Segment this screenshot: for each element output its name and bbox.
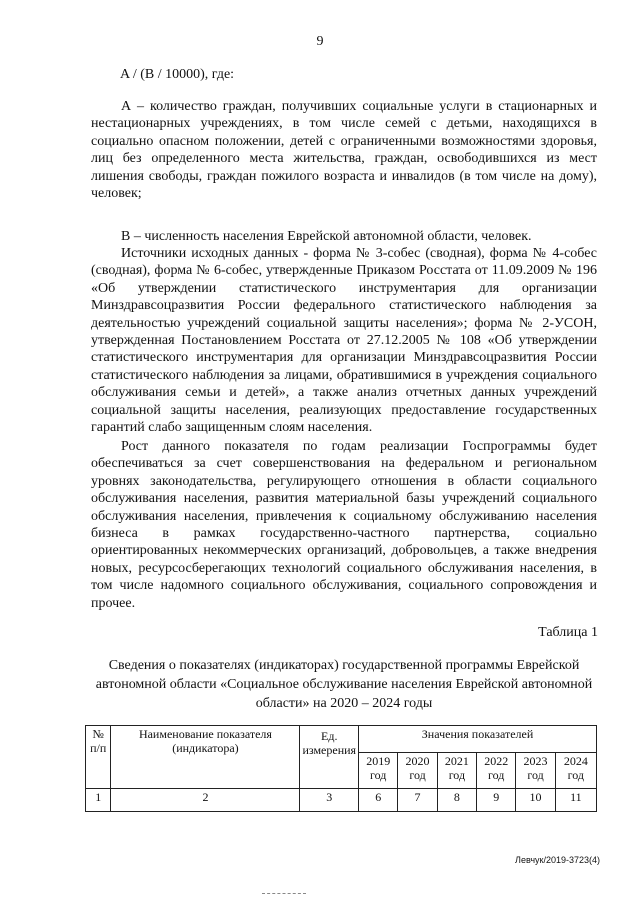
col-number: 6: [359, 789, 398, 812]
page-number: 9: [316, 34, 324, 49]
col-number: 2: [111, 789, 300, 812]
col-number: 3: [300, 789, 359, 812]
sources-paragraph: [91, 245, 597, 436]
definition-a: [91, 98, 597, 202]
header-values: Значения показателей: [359, 726, 597, 753]
footer-code: Левчук/2019-3723(4): [515, 855, 600, 865]
definition-b-text: В – численность населения Еврейской автономной области, человек.: [121, 229, 532, 244]
year-cell: 2022 год: [477, 753, 516, 789]
col-number: 9: [477, 789, 516, 812]
header-indicator-name: Наименование показателя (индикатора): [111, 726, 300, 789]
table-caption: Сведения о показателях (индикаторах) государственной программы Еврейской автономной области «Социальное обслуживание населения Еврейской автономной области» на 2020 – 2024 годы: [95, 658, 593, 711]
indicators-table: [85, 725, 597, 812]
year-cell: 2020 год: [398, 753, 437, 789]
formula: A / (B / 10000), где:: [120, 67, 235, 82]
sources-text: Источники исходных данных - форма № 3-собес (сводная), форма № 4-собес (сводная), форма № 6-собес, утвержденные Приказом Росстата от 11.09.2009 № 196 «Об утверждении статистического инструментария для организации Минздравсоцразвития России федерального статистического наблюдения за деятельностью учреждений социальной защиты населения»; форма № 2-УСОН, утвержденная Постановлением Росстата от 27.12.2005 № 108 «Об утверждении статистического инструментария для организации Минздравсоцразвития России статистического наблюдения за лицами, обратившимися в учреждения социального обслуживания семьи и детей», а также анализ отчетных данных учреждений социальной защиты населения, реализующих предоставление государственных гарантий слабо защищенным слоям населения.: [91, 246, 597, 436]
header-unit: Ед. измерения: [300, 726, 359, 789]
col-number: 10: [516, 789, 555, 812]
table-row: [86, 789, 597, 812]
header-number: № п/п: [86, 726, 111, 789]
year-cell: 2021 год: [437, 753, 476, 789]
col-number: 1: [86, 789, 111, 812]
table-label: Таблица 1: [538, 625, 598, 640]
col-number: 11: [555, 789, 596, 812]
year-cell: 2019 год: [359, 753, 398, 789]
col-number: 7: [398, 789, 437, 812]
year-cell: 2023 год: [516, 753, 555, 789]
year-cell: 2024 год: [555, 753, 596, 789]
col-number: 8: [437, 789, 476, 812]
definition-a-text: А – количество граждан, получивших социальные услуги в стационарных и нестационарных учреждениях, в том числе семей с детьми, находящихся в социально опасном положении, детей с ограниченными возможностями здоровья, лиц без определенного места жительства, граждан, освободившихся из мест лишения свободы, граждан пожилого возраста и инвалидов (в том числе на дому), человек;: [91, 99, 597, 202]
growth-text: Рост данного показателя по годам реализации Госпрограммы будет обеспечиваться за счет совершенствования на федеральном и региональном уровнях законодательства, регулирующего отношения в области социального обслуживания населения, развития материальной базы учреждений социального обслуживания населения, привлечения к социальному обслуживанию населения бизнеса в рамках государственно-частного партнерства, социально ориентированных некоммерческих организаций, добровольцев, а также внедрения новых, ресурсосберегающих технологий социального обслуживания населения, в том числе надомного социального обслуживания, социального сопровождения и прочее.: [91, 439, 597, 611]
growth-paragraph: [91, 438, 597, 612]
definition-b: [91, 228, 597, 245]
bottom-divider: [262, 893, 306, 894]
table-header-row: [86, 726, 597, 753]
